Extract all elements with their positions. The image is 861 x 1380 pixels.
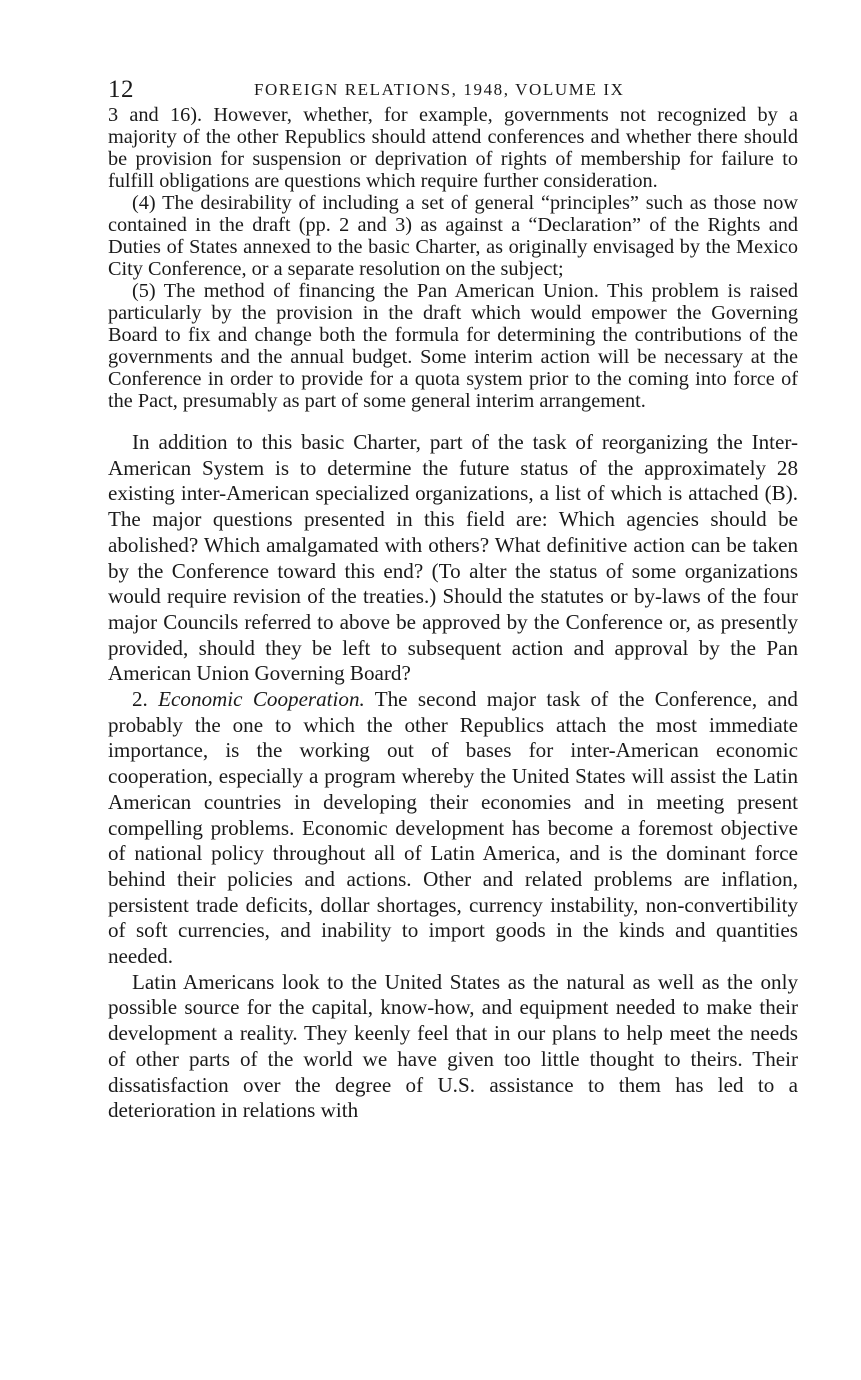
memo-paragraph-financing: (5) The method of financing the Pan American Union. This problem is raised particularly by the provision in the draft which would empower the Governing Board to fix and change both the formula for determining the contributions of the governments and the annual budget. Some interim action will be necessary at the Conference in order to provide for a quota system prior to the coming into force of the Pact, presumably as part of some general interim arrangement. [108,280,798,412]
paragraph-economic-cooperation [108,687,798,970]
memo-paragraph-principles: (4) The desirability of including a set of general “principles” such as those now contained in the draft (pp. 2 and 3) as against a “Declaration” of the Rights and Duties of States annexed to the basic Charter, as originally envisaged by the Mexico City Conference, or a separate resolution on the subject; [108,192,798,280]
running-head [108,70,798,104]
main-text-block [108,430,798,1124]
running-title: FOREIGN RELATIONS, 1948, VOLUME IX [254,80,625,99]
document-page [108,70,798,1124]
paragraph-specialized-organizations: In addition to this basic Charter, part of the task of reorganizing the Inter-American System is to determine the future status of the approximately 28 existing inter-American specialized organizations, a list of which is attached (B). The major questions presented in this field are: Which agencies should be abolished? Which amalgamated with others? What definitive action can be taken by the Conference toward this end? (To alter the status of some organizations would require revision of the treaties.) Should the statutes or by-laws of the four major Councils referred to above be approved by the Conference or, as presently provided, should they be left to subsequent action and approval by the Pan American Union Governing Board? [108,430,798,686]
memo-paragraph-continuation: 3 and 16). However, whether, for example, governments not recognized by a majority of the other Republics should attend conferences and whether there should be provision for suspension or deprivation of rights of membership for failure to fulfill obligations are questions which require further consideration. [108,104,798,192]
paragraph-latin-american-view: Latin Americans look to the United States as the natural as well as the only possible source for the capital, know-how, and equipment needed to make their development a reality. They keenly feel that in our plans to help meet the needs of other parts of the world we have given too little thought to theirs. Their dissatisfaction over the degree of U.S. assistance to them has led to a deterioration in relations with [108,969,798,1123]
section-heading-economic-cooperation: Economic Cooperation. [158,687,365,712]
page-number: 12 [108,76,134,103]
memo-text-block [108,104,798,412]
economic-cooperation-text: The second major task of the Conference, and probably the one to which the other Republics attach the most immediate importance, is the working out of bases for inter-American economic cooperation, especially a program whereby the United States will assist the Latin American countries in developing their economies and in meeting present compelling problems. Economic development has become a foremost objective of national policy throughout all of Latin America, and is the dominant force behind their policies and actions. Other and related problems are inflation, persistent trade deficits, dollar shortages, currency instability, non-convertibility of soft currencies, and inability to import goods in the kinds and quantities needed. [108,687,798,969]
section-number: 2. [132,687,148,712]
